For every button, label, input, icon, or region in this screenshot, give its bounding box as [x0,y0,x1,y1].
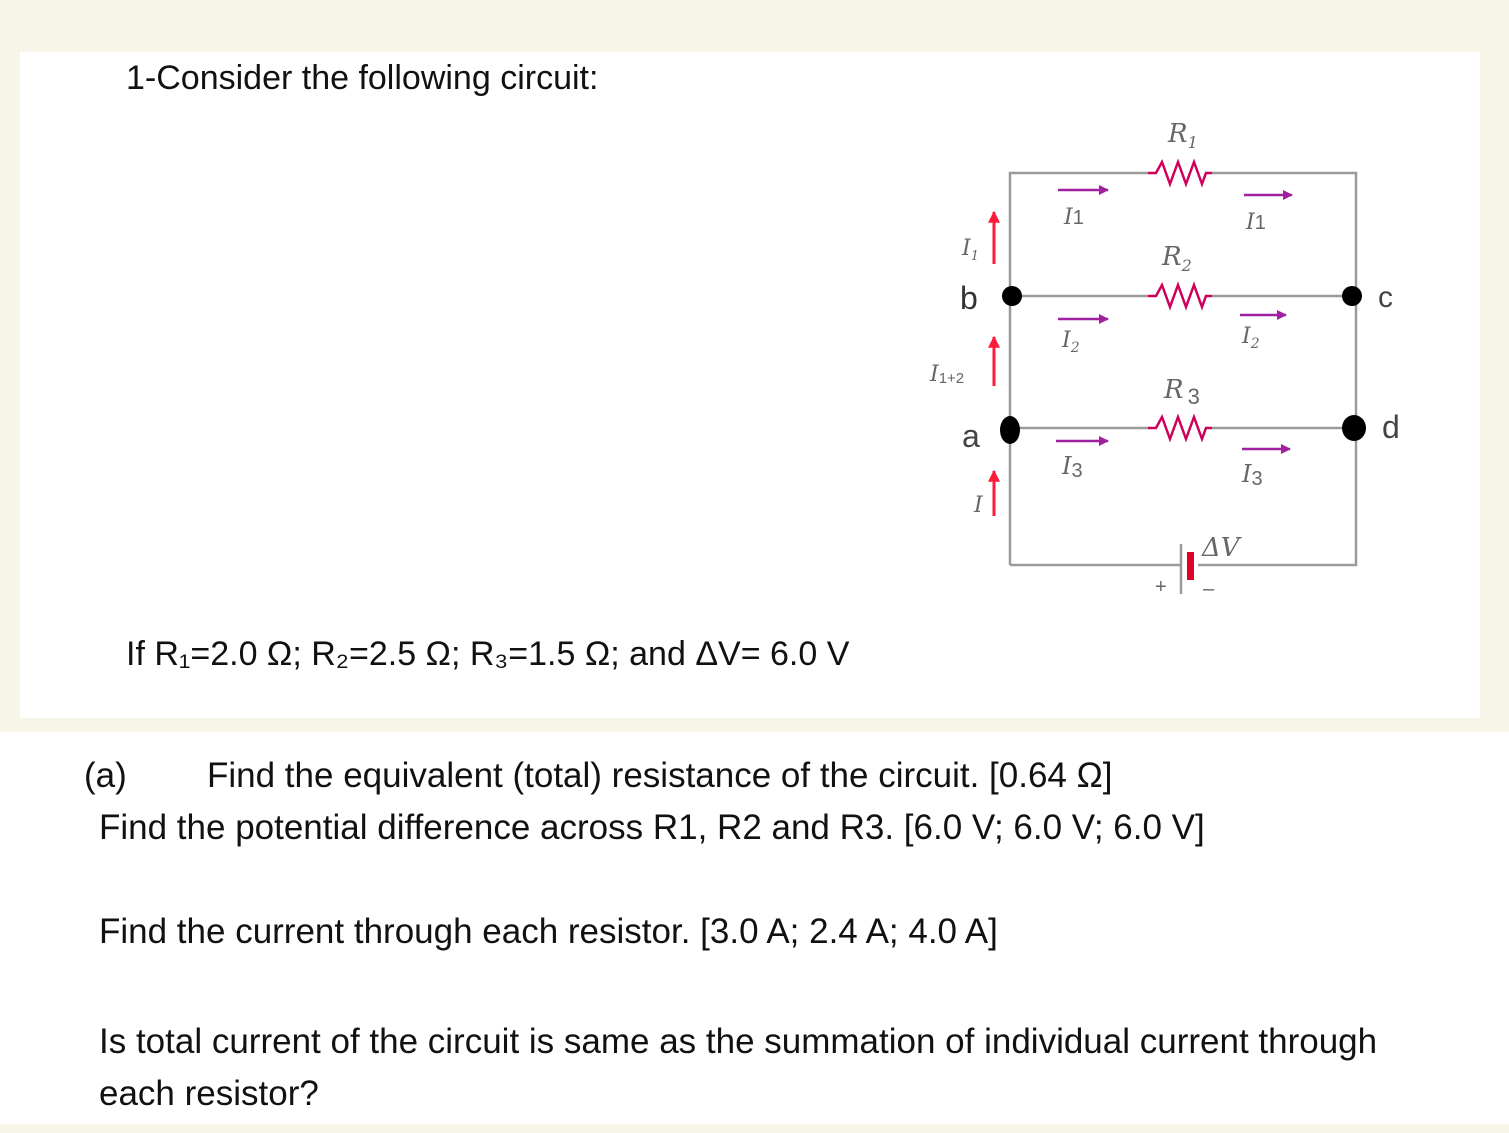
resistor-r3-symbol [1148,417,1212,439]
current-i1-vertical-label: $I_1$ [962,236,979,264]
total-current-label: I [974,493,983,518]
node-c-label: c [1378,281,1393,314]
potential-difference-question: Find the potential difference across R1, R2 and R3. [6.0 V; 6.0 V; 6.0 V] [99,808,1205,847]
resistor-r2-symbol [1148,285,1212,307]
part-a-question: Find the equivalent (total) resistance of the circuit. [0.64 Ω] [207,756,1113,795]
r3-label: R $_3$ [1164,375,1200,409]
resistor-r1-symbol [1148,162,1212,184]
part-a-label: (a) [84,756,127,795]
current-i3-right-label: I3 [1242,460,1263,490]
current-i2-right-label: $I_2$ [1242,324,1260,352]
current-i1plus2-label: I1+2 [930,362,965,387]
node-a-label: a [962,418,980,454]
r1-label: $R_1$ [1168,119,1198,152]
current-i3-left-label: I3 [1062,452,1083,482]
r2-label: $R_2$ [1162,242,1192,275]
battery-symbol [1181,544,1194,594]
node-d-label: d [1382,409,1400,445]
current-i1-left-label: I1 [1064,205,1084,230]
current-i1-right-label: I1 [1246,210,1266,235]
node-b-dot [1002,286,1022,306]
circuit-wires [1010,173,1356,565]
node-c-dot [1342,286,1362,306]
given-values: If R₁=2.0 Ω; R₂=2.5 Ω; R₃=1.5 Ω; and ΔV= 6.0 V [126,635,850,673]
node-a-dot [1000,416,1020,444]
problem-heading: 1-Consider the following circuit: [126,59,599,97]
battery-minus-sign: – [1203,578,1215,600]
battery-plus-sign: + [1155,576,1167,598]
current-i2-left-label: $I_2$ [1062,328,1080,356]
battery-label: ΔV [1202,533,1240,563]
current-question: Find the current through each resistor. [3.0 A; 2.4 A; 4.0 A] [99,912,998,951]
node-d-dot [1342,415,1366,441]
node-b-label: b [960,280,978,316]
total-current-question: Is total current of the circuit is same as the summation of individual current through each resistor? [99,1022,1378,1113]
